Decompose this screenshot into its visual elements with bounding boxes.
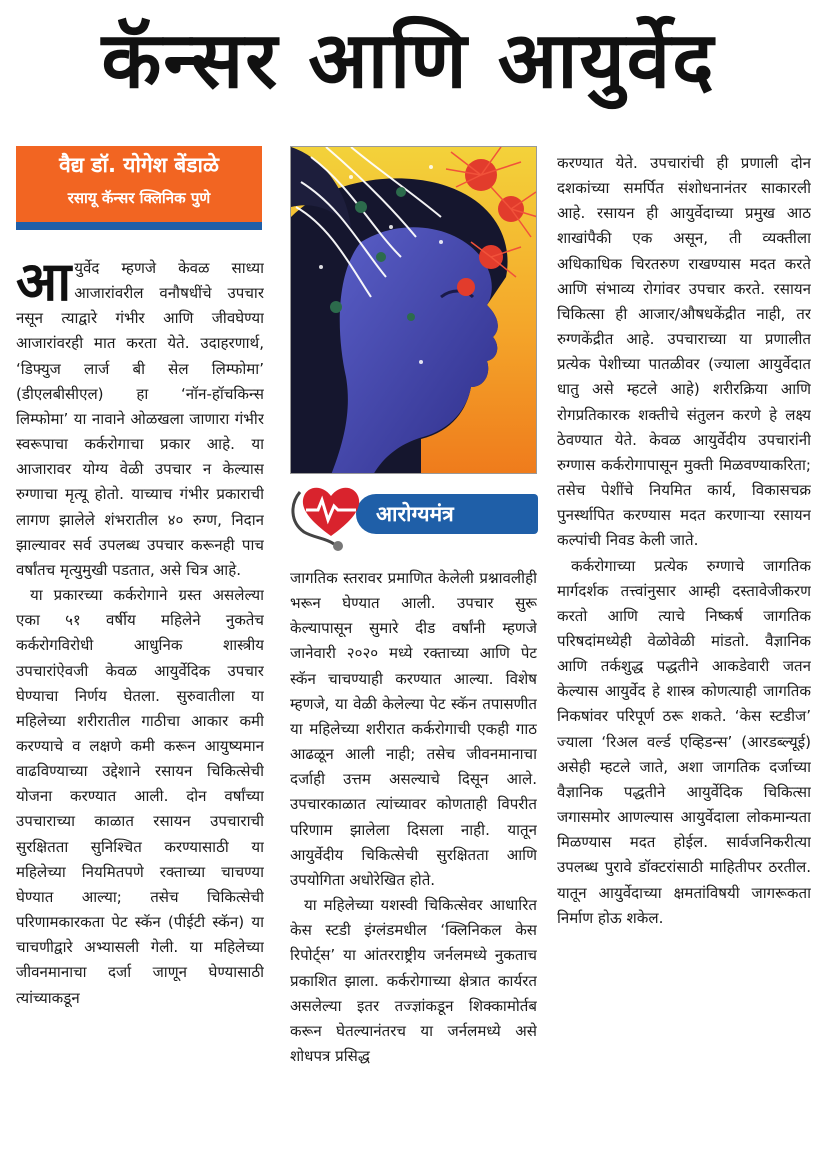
article-column-3: [557, 151, 811, 1168]
paragraph-1-text: युर्वेद म्हणजे केवळ साध्या आजारांवरील वनौषधींचे उपचार नसून त्याद्वारे गंभीर आणि जीवघेण्या आजारांवरही मात करता येते. उदाहरणार्थ, ‘डिफ्युज लार्ज बी सेल लिम्फोमा’ (डीएलबीसीएल) हा ‘नॉन-हॉचकिन्स लिम्फोमा’ या नावाने ओळखला जाणारा गंभीर स्वरूपाचा कर्करोगाचा प्रकार आहे. या आजारावर योग्य वेळी उपचार न केल्यास रुग्णाचा मृत्यू होतो. याच्याच गंभीर प्रकाराची लागण झालेले शंभरातील ४० रुग्ण, निदान झाल्यावर सर्व उपलब्ध उपचार करूनही पाच वर्षांतच मृत्युमुखी पडतात, असे चित्र आहे.: [16, 259, 264, 579]
woman-profile-with-cancer-cells-illustration: [290, 146, 537, 474]
paragraph-3-part-1: या महिलेच्या यशस्वी चिकित्सेवर आधारित केस स्टडी इंग्लंडमधील ‘क्लिनिकल केस रिपोर्ट्स’ या आंतरराष्ट्रीय जर्नलमध्ये नुकताच प्रकाशित झाला. कर्करोगाच्या क्षेत्रात कार्यरत असलेल्या इतर तज्ज्ञांकडून शिक्कामोर्तब करून घेतल्यानंतरच या जर्नलमध्ये असे शोधपत्र प्रसिद्ध: [290, 896, 537, 1065]
author-name: वैद्य डॉ. योगेश बेंडाळे: [59, 153, 219, 177]
paragraph-1: [16, 256, 264, 583]
author-byline: [16, 146, 262, 230]
paragraph-3-part-2: करण्यात येते. उपचारांची ही प्रणाली दोन दशकांच्या समर्पित संशोधनानंतर साकारली आहे. रसायन ही आयुर्वेदाच्या प्रमुख आठ शाखांपैकी एक असून, ती व्यक्तीला अधिकाधिक चिरतरुण राखण्यास मदत करते आणि संभाव्य रोगांवर उपचार करते. रसायन चिकित्सा ही आजार/औषधकेंद्रीत नाही, तर रुग्णकेंद्रीत आहे. उपचाराच्या या प्रणालीत प्रत्येक पेशीच्या पातळीवर (ज्याला आयुर्वेदात धातु असे म्हटले आहे) शरीरक्रिया आणि रोगप्रतिकारक शक्तीचे संतुलन करणे हे लक्ष्य ठेवण्यात येते. केवळ आयुर्वेदीय उपचारांनी रुग्णास कर्करोगापासून मुक्ती मिळवण्याकरिता; तसेच पेशींचे नियमित कार्य, विकासचक्र पुनर्स्थापित करण्यास मदत करणाऱ्या रसायन कल्पांची निवड केली जाते.: [557, 154, 811, 550]
article-column-2: [290, 566, 537, 1168]
paragraph-2-part-2: जागतिक स्तरावर प्रमाणित केलेली प्रश्नावलीही भरून घेण्यात आली. उपचार सुरू केल्यापासून सुमारे दीड वर्षांनी म्हणजे जानेवारी २०२० मध्ये रक्ताच्या आणि पेट स्कॅन चाचण्याही करण्यात आल्या. विशेष म्हणजे, या वेळी केलेल्या पेट स्कॅन तपासणीत या महिलेच्या शरीरात कर्करोगाची एकही गाठ आढळून आली नाही; तसेच जीवनमानाचा दर्जाही उत्तम असल्याचे दिसून आले. उपचारकाळात त्यांच्यावर कोणताही विपरीत परिणाम झालेला दिसला नाही. यातून आयुर्वेदीय चिकित्सेची सुरक्षितता आणि उपयोगिता अधोरेखित होते.: [290, 569, 537, 889]
paragraph-4: कर्करोगाच्या प्रत्येक रुग्णाचे जागतिक मार्गदर्शक तत्त्वांनुसार आम्ही दस्तावेजीकरण करतो आणि त्याचे निष्कर्ष जागतिक परिषदांमध्येही वेळोवेळी मांडतो. वैज्ञानिक आणि तर्कशुद्ध पद्धतीने आकडेवारी जतन केल्यास आयुर्वेद हे शास्त्र कोणत्याही जागतिक निकषांवर परिपूर्ण ठरू शकते. ‘केस स्टडीज’ ज्याला ‘रिअल वर्ल्ड एव्हिडन्स’ (आरडब्ल्यूई) असेही म्हटले जाते, अशा जागतिक दर्जाच्या वैज्ञानिक पद्धतीने आयुर्वेदिक चिकित्सा जगासमोर आणल्यास आयुर्वेदाला लोकमान्यता मिळण्यास मदत होईल. सार्वजनिकरीत्या उपलब्ध पुरावे डॉक्टरांसाठी माहितीपर ठरतील. यातून आयुर्वेदाच्या क्षमतांविषयी जागरूकता निर्माण होऊ शकेल.: [557, 556, 811, 927]
headline: कॅन्सर आणि आयुर्वेद: [101, 16, 716, 106]
author-clinic: रसायू कॅन्सर क्लिनिक पुणे: [67, 189, 211, 207]
column-tag-label: आरोग्यमंत्र: [376, 502, 454, 526]
dropcap: आ: [16, 256, 72, 313]
heart-stethoscope-icon: [286, 478, 366, 552]
paragraph-2-part-1: या प्रकारच्या कर्करोगाने ग्रस्त असलेल्या एका ५१ वर्षीय महिलेने नुकतेच कर्करोगविरोधी आधुनिक शास्त्रीय उपचारांऐवजी केवळ आयुर्वेदिक उपचार घेण्याचा निर्णय घेतला. सुरुवातीला या महिलेच्या शरीरातील गाठीचा आकार कमी करण्याचे व लक्षणे कमी करून आयुष्यमान वाढविण्याच्या उद्देशाने रसायन चिकित्सेची योजना करण्यात आली. दोन वर्षांच्या उपचाराच्या काळात रसायन उपचाराची सुरक्षितता सुनिश्चित करण्यासाठी या महिलेच्या नियमितपणे रक्ताच्या चाचण्या घेण्यात आल्या; तसेच चिकित्सेची परिणामकारकता पेट स्कॅन (पीईटी स्कॅन) या चाचणीद्वारे अभ्यासली गेली. या महिलेच्या जीवनमानाचा दर्जा जाणून घेण्यासाठी त्यांच्याकडून: [16, 586, 264, 1007]
article-column-1: [16, 256, 264, 1168]
column-tag: [286, 478, 540, 552]
